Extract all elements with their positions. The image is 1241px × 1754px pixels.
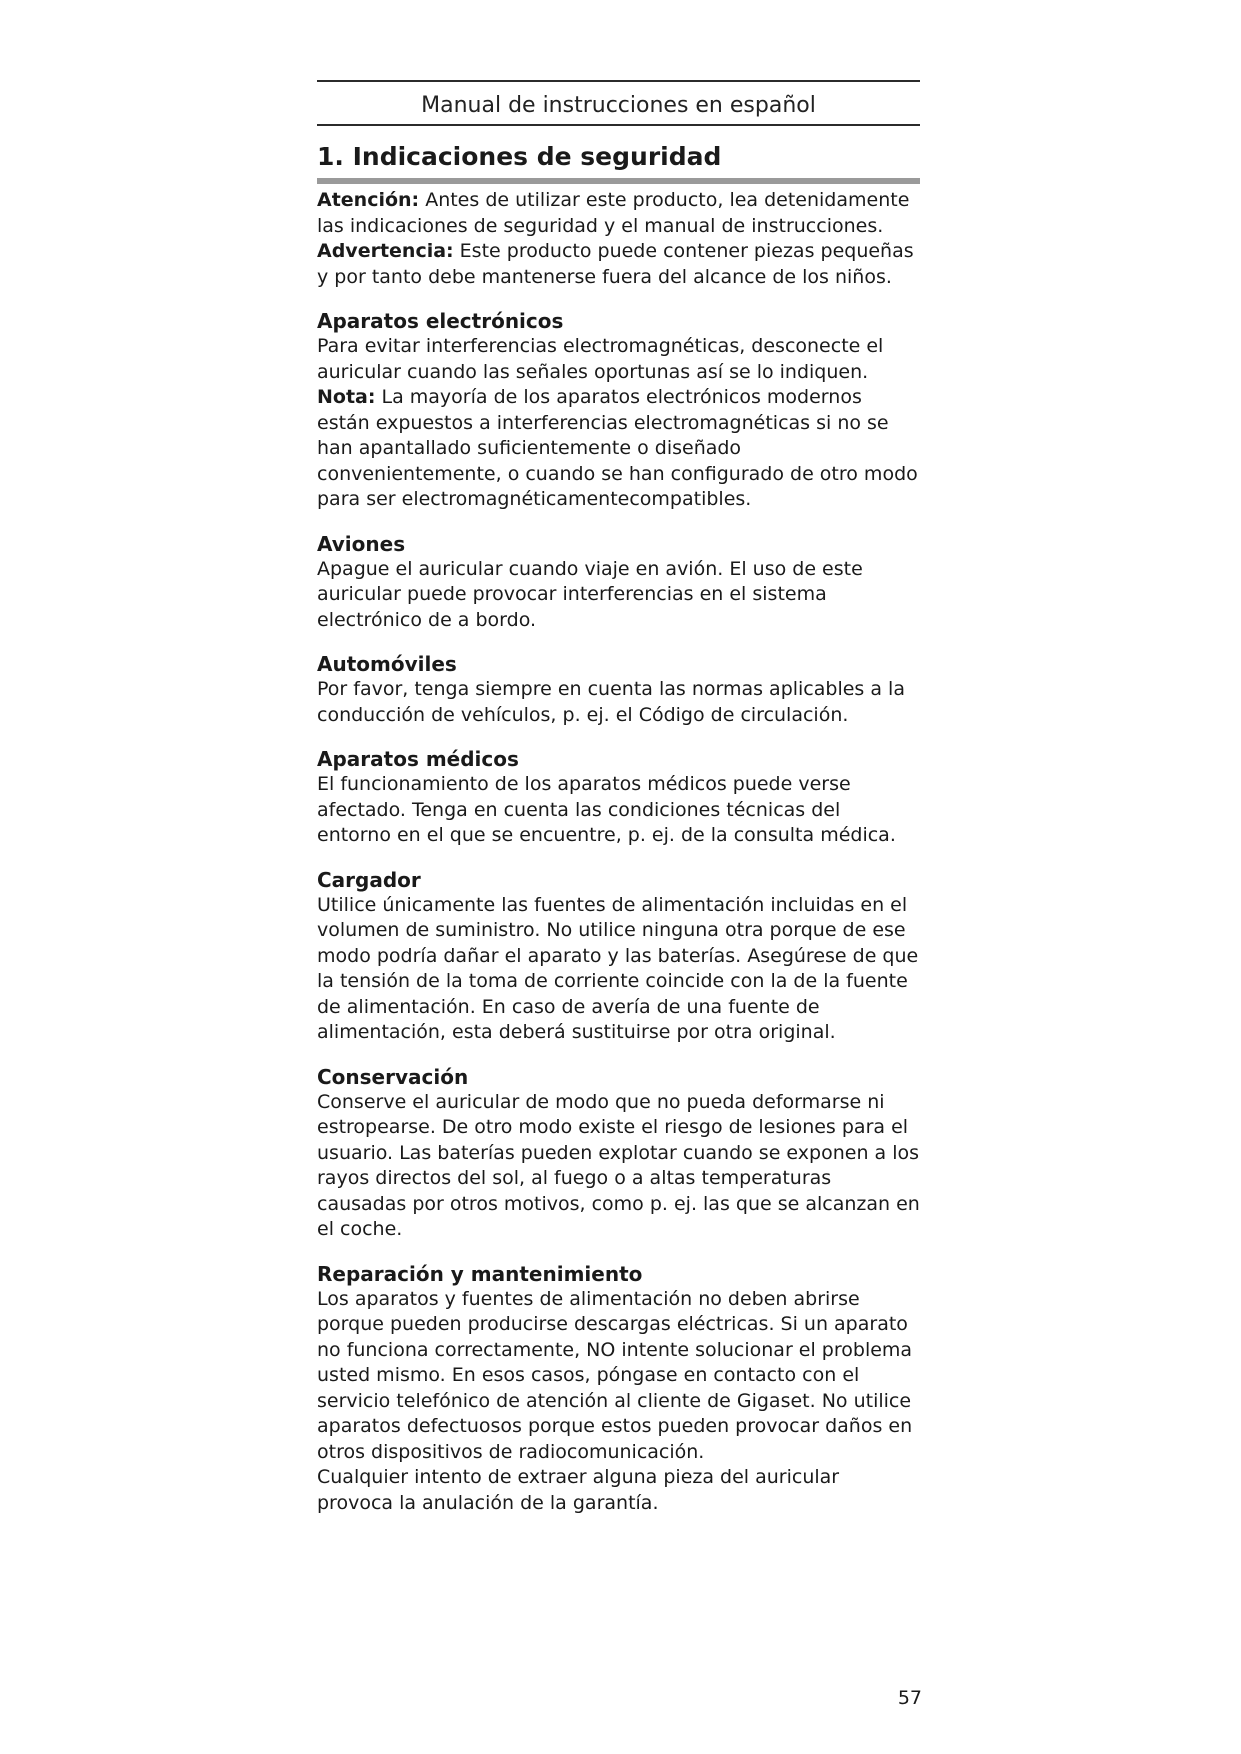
- attention-paragraph: [317, 188, 920, 239]
- attention-label: Atención:: [317, 189, 420, 211]
- medical-text: El funcionamiento de los aparatos médicos puede verse afectado. Tenga en cuenta las condiciones técnicas del entorno en el que se encuentre, p. ej. de la consulta médica.: [317, 773, 896, 846]
- warning-label: Advertencia:: [317, 240, 454, 262]
- page-number: 57: [897, 1687, 922, 1709]
- repair-text: Los aparatos y fuentes de alimentación no deben abrirse porque pueden producirse descargas eléctricas. Si un aparato no funciona correctamente, NO intente solucionar el problema usted mismo. En esos casos, póngase en contacto con el servicio telefónico de atención al cliente de Gigaset. No utilice aparatos defectuosos porque estos pueden provocar daños en otros dispositivos de radiocomunicación.: [317, 1287, 913, 1463]
- header-bottom-rule: [317, 124, 920, 126]
- planes-heading: Aviones: [317, 531, 406, 556]
- electronics-note: [317, 385, 920, 513]
- storage-heading: Conservación: [317, 1064, 469, 1089]
- attention-text: Antes de utilizar este producto, lea detenidamente las indicaciones de seguridad y el manual de instrucciones.: [317, 189, 910, 237]
- note-label: Nota:: [317, 386, 376, 408]
- electronics-text: Para evitar interferencias electromagnéticas, desconecte el auricular cuando las señales oportunas así se lo indiquen.: [317, 335, 884, 383]
- cars-text: Por favor, tenga siempre en cuenta las normas aplicables a la conducción de vehículos, p. ej. el Código de circulación.: [317, 678, 905, 726]
- manual-header-title: Manual de instrucciones en español: [421, 93, 816, 118]
- storage-text: Conserve el auricular de modo que no pueda deformarse ni estropearse. De otro modo existe el riesgo de lesiones para el usuario. Las baterías pueden explotar cuando se exponen a los rayos directos del sol, al fuego o a altas temperaturas causadas por otros motivos, como p. ej. las que se alcanzan en el coche.: [317, 1090, 920, 1240]
- warning-paragraph: [317, 239, 920, 290]
- manual-page: [317, 80, 920, 1516]
- cars-heading: Automóviles: [317, 652, 457, 676]
- medical-heading: Aparatos médicos: [317, 747, 519, 771]
- repair-heading: Reparación y mantenimiento: [317, 1261, 643, 1286]
- section-title: 1. Indicaciones de seguridad: [317, 142, 722, 171]
- electronics-heading: Aparatos electrónicos: [317, 309, 564, 333]
- warning-text: Este producto puede contener piezas pequeñas y por tanto debe mantenerse fuera del alcance de los niños.: [317, 240, 914, 288]
- charger-text: Utilice únicamente las fuentes de alimentación incluidas en el volumen de suministro. No utilice ninguna otra porque de ese modo podría dañar el aparato y las baterías. Asegúrese de que la tensión de la toma de corriente coincide con la de la fuente de alimentación. En caso de avería de una fuente de alimentación, esta deberá sustituirse por otra original.: [317, 893, 919, 1043]
- section-title-rule: [317, 178, 920, 184]
- repair-warranty-text: Cualquier intento de extraer alguna pieza del auricular provoca la anulación de la garantía.: [317, 1466, 840, 1514]
- charger-heading: Cargador: [317, 867, 421, 892]
- note-text: La mayoría de los aparatos electrónicos modernos están expuestos a interferencias electromagnéticas si no se han apantallado suficientemente o diseñado convenientemente, o cuando se han configurado de otro modo para ser electromagnéticamentecompatibles.: [317, 386, 918, 510]
- planes-text: Apague el auricular cuando viaje en avión. El uso de este auricular puede provocar interferencias en el sistema electrónico de a bordo.: [317, 557, 863, 631]
